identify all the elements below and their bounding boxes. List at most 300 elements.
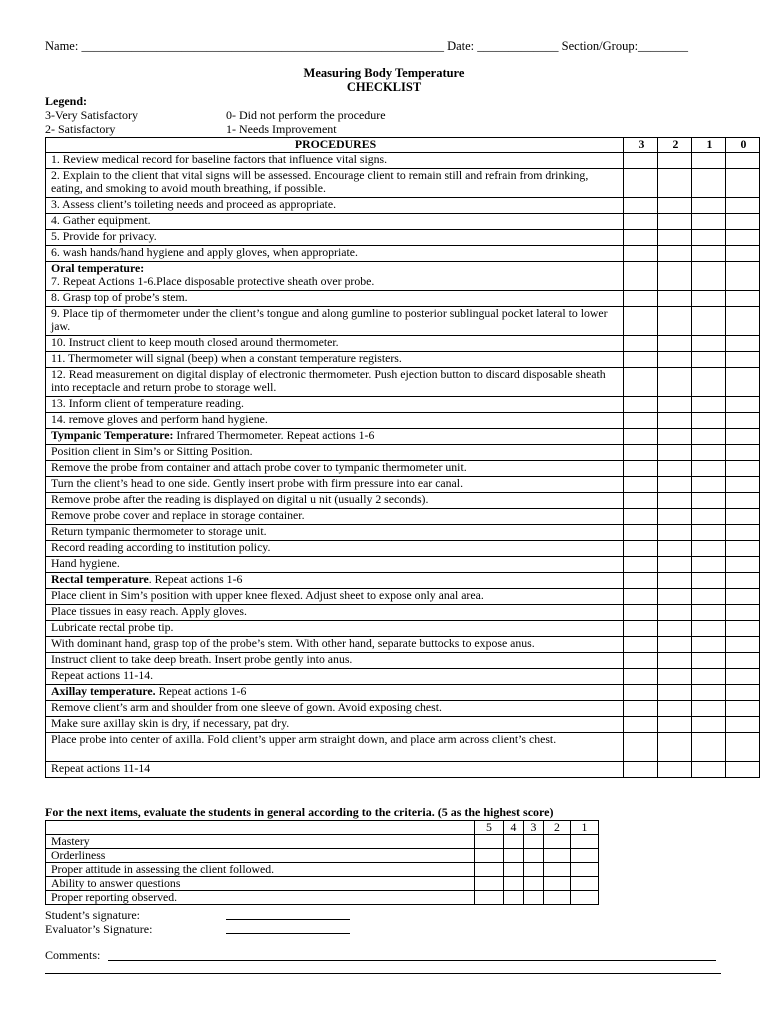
score-cell[interactable] (658, 589, 692, 605)
score-cell[interactable] (658, 573, 692, 589)
eval-score-cell[interactable] (544, 849, 571, 863)
score-cell[interactable] (692, 413, 726, 429)
eval-score-cell[interactable] (524, 835, 544, 849)
procedure-cell (46, 509, 624, 525)
score-cell[interactable] (658, 762, 692, 778)
score-cell[interactable] (658, 230, 692, 246)
score-cell[interactable] (624, 352, 658, 368)
eval-score-cell[interactable] (475, 863, 504, 877)
score-cell[interactable] (726, 717, 760, 733)
criteria-label: Orderliness (46, 849, 475, 863)
score-cell[interactable] (726, 493, 760, 509)
procedure-text: Repeat actions 11-14. (51, 668, 154, 682)
score-cell[interactable] (624, 291, 658, 307)
eval-score-header: 2 (544, 821, 571, 835)
score-cell[interactable] (624, 685, 658, 701)
score-cell[interactable] (624, 637, 658, 653)
score-cell[interactable] (726, 541, 760, 557)
eval-score-cell[interactable] (544, 863, 571, 877)
eval-score-cell[interactable] (504, 863, 524, 877)
procedure-text: Repeat actions 1-6 (155, 684, 247, 698)
table-row (46, 214, 760, 230)
score-cell[interactable] (624, 246, 658, 262)
score-cell[interactable] (692, 461, 726, 477)
score-cell[interactable] (726, 153, 760, 169)
eval-score-header: 1 (571, 821, 599, 835)
score-cell[interactable] (624, 653, 658, 669)
eval-score-cell[interactable] (544, 891, 571, 905)
eval-score-cell[interactable] (571, 863, 599, 877)
score-cell[interactable] (658, 397, 692, 413)
eval-score-header: 4 (504, 821, 524, 835)
score-cell[interactable] (692, 762, 726, 778)
table-row (46, 525, 760, 541)
procedure-cell (46, 669, 624, 685)
score-cell[interactable] (658, 153, 692, 169)
score-cell[interactable] (692, 653, 726, 669)
procedure-text: Remove probe after the reading is displayed on digital u nit (usually 2 seconds). (51, 492, 429, 506)
score-cell[interactable] (726, 198, 760, 214)
procedure-section-heading: Axillay temperature. (51, 684, 156, 698)
score-cell[interactable] (692, 685, 726, 701)
score-cell[interactable] (726, 291, 760, 307)
header-line (45, 39, 735, 54)
score-cell[interactable] (658, 557, 692, 573)
eval-score-cell[interactable] (504, 849, 524, 863)
score-cell[interactable] (692, 214, 726, 230)
procedure-cell (46, 262, 624, 291)
score-cell[interactable] (624, 669, 658, 685)
comments-label: Comments: (45, 948, 101, 962)
score-cell[interactable] (658, 262, 692, 291)
name-field[interactable]: __________________________________________________________ (81, 39, 444, 53)
score-cell[interactable] (726, 445, 760, 461)
table-row (46, 429, 760, 445)
score-cell[interactable] (692, 557, 726, 573)
eval-score-cell[interactable] (504, 835, 524, 849)
score-cell[interactable] (692, 541, 726, 557)
eval-score-cell[interactable] (571, 835, 599, 849)
score-cell[interactable] (624, 605, 658, 621)
score-cell[interactable] (726, 397, 760, 413)
score-cell[interactable] (726, 336, 760, 352)
score-cell[interactable] (692, 230, 726, 246)
procedure-cell (46, 762, 624, 778)
score-cell[interactable] (692, 669, 726, 685)
procedure-cell (46, 685, 624, 701)
comments-line[interactable] (45, 973, 721, 974)
procedures-table (45, 137, 760, 778)
score-cell[interactable] (658, 733, 692, 762)
score-cell[interactable] (658, 541, 692, 557)
eval-score-cell[interactable] (504, 877, 524, 891)
score-cell[interactable] (726, 573, 760, 589)
score-cell[interactable] (658, 685, 692, 701)
score-cell[interactable] (658, 169, 692, 198)
procedure-cell (46, 541, 624, 557)
score-cell[interactable] (692, 525, 726, 541)
score-cell[interactable] (624, 621, 658, 637)
score-cell[interactable] (624, 461, 658, 477)
legend-item: 2- Satisfactory (45, 122, 116, 136)
procedure-text: 10. Instruct client to keep mouth closed around thermometer. (51, 335, 339, 349)
eval-score-cell[interactable] (475, 891, 504, 905)
table-row (46, 621, 760, 637)
procedure-text: 7. Repeat Actions 1-6.Place disposable protective sheath over probe. (51, 274, 375, 288)
procedure-cell (46, 169, 624, 198)
procedure-cell (46, 336, 624, 352)
eval-score-cell[interactable] (524, 891, 544, 905)
eval-score-cell[interactable] (544, 877, 571, 891)
score-cell[interactable] (692, 445, 726, 461)
procedure-text: Remove client’s arm and shoulder from one sleeve of gown. Avoid exposing chest. (51, 700, 442, 714)
score-cell[interactable] (726, 169, 760, 198)
score-cell[interactable] (624, 733, 658, 762)
score-cell[interactable] (658, 637, 692, 653)
eval-score-header: 3 (524, 821, 544, 835)
date-label: Date: (443, 39, 478, 53)
section-field[interactable]: ________ (638, 39, 689, 53)
score-cell[interactable] (624, 413, 658, 429)
table-row (46, 762, 760, 778)
procedure-text: 6. wash hands/hand hygiene and apply gloves, when appropriate. (51, 245, 358, 259)
procedure-cell (46, 397, 624, 413)
procedure-section-heading: Tympanic Temperature: (51, 428, 174, 442)
score-cell[interactable] (692, 589, 726, 605)
evaluation-header-row (46, 821, 599, 835)
criteria-label: Ability to answer questions (46, 877, 475, 891)
procedure-text: 1. Review medical record for baseline factors that influence vital signs. (51, 152, 388, 166)
procedure-cell (46, 621, 624, 637)
procedure-text: Hand hygiene. (51, 556, 120, 570)
table-row (46, 246, 760, 262)
procedure-text: With dominant hand, grasp top of the probe’s stem. With other hand, separate buttocks to expose anus. (51, 636, 535, 650)
eval-score-cell[interactable] (571, 849, 599, 863)
score-cell[interactable] (692, 336, 726, 352)
eval-score-cell[interactable] (571, 877, 599, 891)
procedure-cell (46, 493, 624, 509)
table-row (46, 701, 760, 717)
procedure-cell (46, 307, 624, 336)
procedure-text: Remove probe cover and replace in storage container. (51, 508, 305, 522)
score-cell[interactable] (692, 621, 726, 637)
legend-label: Legend: (45, 94, 87, 108)
score-cell[interactable] (726, 701, 760, 717)
score-cell[interactable] (624, 717, 658, 733)
score-cell[interactable] (726, 368, 760, 397)
score-cell[interactable] (726, 733, 760, 762)
procedure-cell (46, 153, 624, 169)
score-cell[interactable] (726, 557, 760, 573)
eval-score-cell[interactable] (504, 891, 524, 905)
table-row (46, 493, 760, 509)
score-cell[interactable] (658, 246, 692, 262)
procedure-text: 13. Inform client of temperature reading. (51, 396, 244, 410)
score-cell[interactable] (624, 307, 658, 336)
score-cell[interactable] (726, 262, 760, 291)
table-header-row (46, 138, 760, 153)
table-row (46, 413, 760, 429)
score-cell[interactable] (692, 717, 726, 733)
evaluation-row (46, 849, 599, 863)
procedure-cell (46, 573, 624, 589)
score-cell[interactable] (692, 291, 726, 307)
score-cell[interactable] (658, 477, 692, 493)
table-row (46, 477, 760, 493)
score-cell[interactable] (692, 397, 726, 413)
table-row (46, 509, 760, 525)
score-cell[interactable] (692, 733, 726, 762)
score-cell[interactable] (726, 246, 760, 262)
score-cell[interactable] (624, 214, 658, 230)
table-row (46, 336, 760, 352)
name-label: Name: (45, 39, 82, 53)
score-cell[interactable] (624, 525, 658, 541)
score-cell[interactable] (624, 493, 658, 509)
criteria-label: Proper attitude in assessing the client followed. (46, 863, 475, 877)
score-cell[interactable] (624, 153, 658, 169)
score-cell[interactable] (624, 557, 658, 573)
procedures-header: PROCEDURES (46, 138, 624, 153)
score-cell[interactable] (624, 397, 658, 413)
procedure-text: Record reading according to institution policy. (51, 540, 271, 554)
score-cell[interactable] (658, 701, 692, 717)
document-title: Measuring Body Temperature (303, 66, 465, 80)
score-cell[interactable] (692, 477, 726, 493)
score-cell[interactable] (692, 352, 726, 368)
procedure-text: 5. Provide for privacy. (51, 229, 157, 243)
eval-score-cell[interactable] (475, 849, 504, 863)
score-header: 2 (658, 138, 692, 153)
procedure-cell (46, 368, 624, 397)
evaluation-instruction: For the next items, evaluate the students in general according to the criteria. (5 as the highest score) (45, 805, 554, 819)
score-cell[interactable] (658, 509, 692, 525)
table-row (46, 605, 760, 621)
score-cell[interactable] (692, 246, 726, 262)
procedure-text: 2. Explain to the client that vital signs will be assessed. Encourage client to remain still and refrain from drinking, eating, and smoking to avoid mouth breathing, if possible. (51, 168, 589, 195)
student-signature-line[interactable] (226, 919, 350, 920)
score-cell[interactable] (658, 336, 692, 352)
eval-score-cell[interactable] (571, 891, 599, 905)
score-cell[interactable] (726, 429, 760, 445)
procedure-text: Place tissues in easy reach. Apply gloves. (51, 604, 247, 618)
score-header: 0 (726, 138, 760, 153)
score-cell[interactable] (726, 230, 760, 246)
score-cell[interactable] (658, 653, 692, 669)
evaluation-row (46, 835, 599, 849)
score-cell[interactable] (658, 291, 692, 307)
procedure-text: 14. remove gloves and perform hand hygiene. (51, 412, 268, 426)
table-row (46, 669, 760, 685)
score-cell[interactable] (692, 637, 726, 653)
score-cell[interactable] (658, 445, 692, 461)
evaluation-row (46, 877, 599, 891)
procedure-cell (46, 214, 624, 230)
score-cell[interactable] (658, 525, 692, 541)
student-signature-label: Student’s signature: (45, 908, 140, 922)
score-cell[interactable] (692, 153, 726, 169)
evaluator-signature-label: Evaluator’s Signature: (45, 922, 153, 936)
score-cell[interactable] (692, 509, 726, 525)
procedure-text: 3. Assess client’s toileting needs and proceed as appropriate. (51, 197, 337, 211)
procedure-section-heading: Oral temperature: (51, 261, 145, 275)
score-cell[interactable] (692, 573, 726, 589)
score-cell[interactable] (692, 368, 726, 397)
score-cell[interactable] (726, 685, 760, 701)
procedure-text: 4. Gather equipment. (51, 213, 151, 227)
procedure-text: 9. Place tip of thermometer under the client’s tongue and along gumline to posterior sublingual pocket lateral to lower jaw. (51, 306, 608, 333)
procedure-cell (46, 291, 624, 307)
score-cell[interactable] (658, 214, 692, 230)
score-cell[interactable] (692, 262, 726, 291)
score-cell[interactable] (726, 637, 760, 653)
score-cell[interactable] (624, 589, 658, 605)
table-row (46, 445, 760, 461)
score-cell[interactable] (726, 762, 760, 778)
procedure-text: Lubricate rectal probe tip. (51, 620, 174, 634)
eval-score-cell[interactable] (524, 849, 544, 863)
evaluation-row (46, 863, 599, 877)
date-field[interactable]: _____________ (477, 39, 559, 53)
criteria-label: Mastery (46, 835, 475, 849)
score-cell[interactable] (692, 307, 726, 336)
score-cell[interactable] (658, 307, 692, 336)
procedure-cell (46, 352, 624, 368)
score-cell[interactable] (658, 352, 692, 368)
procedure-cell (46, 246, 624, 262)
score-cell[interactable] (692, 493, 726, 509)
score-cell[interactable] (624, 477, 658, 493)
procedure-cell (46, 637, 624, 653)
score-cell[interactable] (658, 493, 692, 509)
table-row (46, 717, 760, 733)
table-row (46, 352, 760, 368)
procedure-text: 11. Thermometer will signal (beep) when a constant temperature registers. (51, 351, 402, 365)
eval-score-cell[interactable] (475, 877, 504, 891)
procedure-text: Make sure axillay skin is dry, if necessary, pat dry. (51, 716, 290, 730)
document-subtitle: CHECKLIST (346, 80, 422, 94)
score-cell[interactable] (658, 429, 692, 445)
procedure-cell (46, 653, 624, 669)
criteria-label: Proper reporting observed. (46, 891, 475, 905)
score-cell[interactable] (624, 541, 658, 557)
evaluator-signature-line[interactable] (226, 933, 350, 934)
score-cell[interactable] (624, 169, 658, 198)
score-cell[interactable] (624, 262, 658, 291)
score-cell[interactable] (658, 605, 692, 621)
score-cell[interactable] (658, 669, 692, 685)
eval-score-cell[interactable] (524, 877, 544, 891)
score-cell[interactable] (624, 762, 658, 778)
procedure-cell (46, 605, 624, 621)
score-cell[interactable] (726, 621, 760, 637)
score-cell[interactable] (658, 368, 692, 397)
procedure-text: 12. Read measurement on digital display of electronic thermometer. Push ejection button to discard disposable sheath into receptacle and return probe to storage well. (51, 367, 606, 394)
table-row (46, 637, 760, 653)
score-header: 1 (692, 138, 726, 153)
score-cell[interactable] (624, 368, 658, 397)
score-cell[interactable] (726, 214, 760, 230)
score-cell[interactable] (692, 605, 726, 621)
score-cell[interactable] (726, 605, 760, 621)
score-cell[interactable] (726, 461, 760, 477)
table-row (46, 230, 760, 246)
procedure-cell (46, 429, 624, 445)
score-cell[interactable] (726, 307, 760, 336)
eval-score-cell[interactable] (524, 863, 544, 877)
table-row (46, 589, 760, 605)
score-cell[interactable] (658, 621, 692, 637)
procedure-cell (46, 230, 624, 246)
legend-item: 1- Needs Improvement (226, 122, 337, 136)
procedure-text: Remove the probe from container and attach probe cover to tympanic thermometer unit. (51, 460, 467, 474)
legend-item: 0- Did not perform the procedure (226, 108, 386, 122)
eval-score-cell[interactable] (544, 835, 571, 849)
score-cell[interactable] (726, 653, 760, 669)
procedure-cell (46, 733, 624, 762)
procedure-cell (46, 198, 624, 214)
score-cell[interactable] (624, 573, 658, 589)
score-cell[interactable] (692, 198, 726, 214)
score-cell[interactable] (726, 589, 760, 605)
procedure-cell (46, 525, 624, 541)
eval-score-cell[interactable] (475, 835, 504, 849)
score-cell[interactable] (624, 198, 658, 214)
procedure-cell (46, 557, 624, 573)
table-row (46, 685, 760, 701)
procedure-text: Repeat actions 11-14 (51, 761, 151, 775)
table-row (46, 291, 760, 307)
score-cell[interactable] (658, 413, 692, 429)
table-row (46, 653, 760, 669)
procedure-cell (46, 413, 624, 429)
procedure-text: Position client in Sim’s or Sitting Position. (51, 444, 253, 458)
table-row (46, 169, 760, 198)
score-cell[interactable] (624, 429, 658, 445)
score-cell[interactable] (624, 701, 658, 717)
score-cell[interactable] (624, 336, 658, 352)
comments-line[interactable] (108, 960, 716, 961)
score-cell[interactable] (658, 198, 692, 214)
procedure-text: . Repeat actions 1-6 (148, 572, 243, 586)
score-cell[interactable] (726, 669, 760, 685)
table-row (46, 541, 760, 557)
procedure-text: Turn the client’s head to one side. Gently insert probe with firm pressure into ear canal. (51, 476, 464, 490)
procedure-text: 8. Grasp top of probe’s stem. (51, 290, 188, 304)
score-cell[interactable] (692, 169, 726, 198)
table-row (46, 461, 760, 477)
score-cell[interactable] (726, 477, 760, 493)
table-row (46, 573, 760, 589)
procedure-text: Place probe into center of axilla. Fold client’s upper arm straight down, and place arm across client’s chest. (51, 732, 557, 746)
score-cell[interactable] (692, 701, 726, 717)
score-cell[interactable] (624, 445, 658, 461)
score-cell[interactable] (726, 352, 760, 368)
score-cell[interactable] (658, 717, 692, 733)
evaluation-table (45, 820, 599, 905)
score-cell[interactable] (624, 509, 658, 525)
score-cell[interactable] (624, 230, 658, 246)
score-cell[interactable] (726, 525, 760, 541)
score-cell[interactable] (726, 509, 760, 525)
procedure-cell (46, 477, 624, 493)
table-row (46, 153, 760, 169)
procedure-text: Instruct client to take deep breath. Insert probe gently into anus. (51, 652, 353, 666)
score-cell[interactable] (692, 429, 726, 445)
score-cell[interactable] (658, 461, 692, 477)
table-row (46, 733, 760, 762)
score-cell[interactable] (726, 413, 760, 429)
